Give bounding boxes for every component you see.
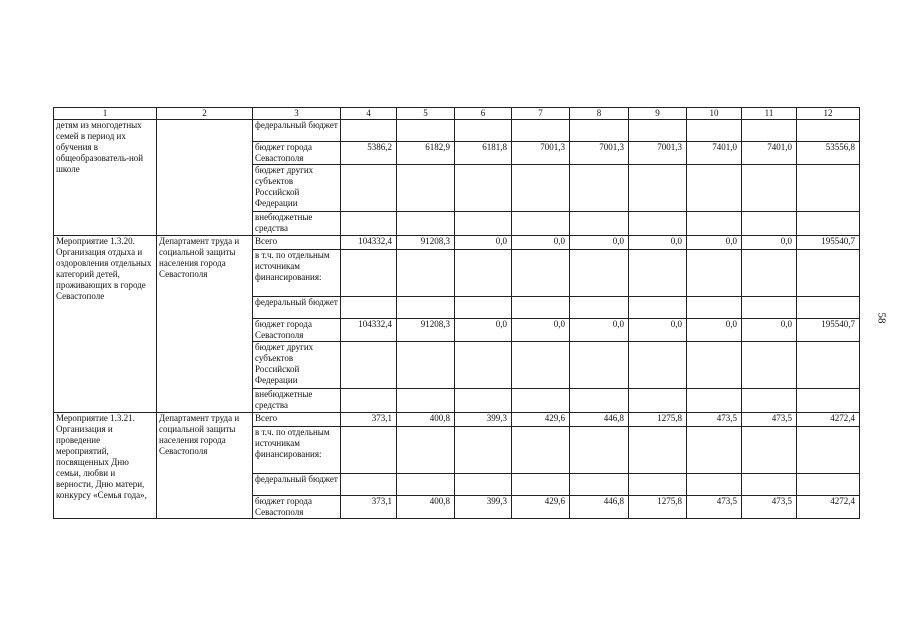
value-cell <box>512 297 570 319</box>
value-cell <box>687 250 742 297</box>
value-cell <box>797 427 860 474</box>
value-cell <box>629 165 687 212</box>
value-cell <box>512 250 570 297</box>
value-cell <box>629 474 687 496</box>
value-cell: 0,0 <box>687 319 742 342</box>
value-cell: 4272,4 <box>797 496 860 519</box>
value-cell <box>397 250 455 297</box>
column-header: 3 <box>253 108 341 120</box>
value-cell: 7001,3 <box>570 142 629 165</box>
value-cell <box>797 250 860 297</box>
column-header: 5 <box>397 108 455 120</box>
value-cell: 53556,8 <box>797 142 860 165</box>
event-name-cell: Мероприятие 1.3.20. Организация отдыха и оздоровления отдельных категорий детей, проживающих в городе Севастополе <box>54 236 157 413</box>
value-cell: 0,0 <box>742 319 797 342</box>
value-cell: 400,8 <box>397 413 455 427</box>
value-cell <box>742 250 797 297</box>
value-cell <box>629 427 687 474</box>
value-cell: 0,0 <box>742 236 797 250</box>
header-row <box>54 108 860 120</box>
value-cell <box>570 120 629 142</box>
value-cell <box>570 474 629 496</box>
value-cell <box>570 427 629 474</box>
value-cell <box>341 427 397 474</box>
value-cell: 446,8 <box>570 413 629 427</box>
value-cell: 0,0 <box>629 236 687 250</box>
value-cell <box>341 212 397 236</box>
value-cell <box>570 250 629 297</box>
funding-source-cell: Всего <box>253 413 341 427</box>
value-cell <box>512 342 570 389</box>
value-cell <box>570 297 629 319</box>
value-cell <box>570 342 629 389</box>
value-cell <box>455 342 512 389</box>
value-cell: 0,0 <box>455 236 512 250</box>
value-cell: 6182,9 <box>397 142 455 165</box>
value-cell: 91208,3 <box>397 236 455 250</box>
value-cell <box>797 389 860 413</box>
column-header: 2 <box>157 108 253 120</box>
value-cell <box>512 212 570 236</box>
value-cell <box>742 389 797 413</box>
executor-cell: Департамент труда и социальной защиты населения города Севастополя <box>157 413 253 519</box>
funding-source-cell: федеральный бюджет <box>253 120 341 142</box>
funding-source-cell: бюджет города Севастополя <box>253 496 341 519</box>
value-cell <box>455 427 512 474</box>
value-cell: 195540,7 <box>797 319 860 342</box>
value-cell: 0,0 <box>455 319 512 342</box>
value-cell <box>397 165 455 212</box>
column-header: 4 <box>341 108 397 120</box>
value-cell <box>687 389 742 413</box>
value-cell: 104332,4 <box>341 236 397 250</box>
value-cell <box>570 165 629 212</box>
value-cell <box>512 120 570 142</box>
funding-source-cell: внебюджетные средства <box>253 212 341 236</box>
value-cell <box>742 342 797 389</box>
value-cell <box>397 474 455 496</box>
value-cell <box>397 120 455 142</box>
value-cell <box>341 389 397 413</box>
value-cell <box>341 297 397 319</box>
value-cell <box>512 474 570 496</box>
column-header: 6 <box>455 108 512 120</box>
value-cell: 104332,4 <box>341 319 397 342</box>
value-cell <box>341 250 397 297</box>
value-cell: 473,5 <box>687 413 742 427</box>
value-cell: 1275,8 <box>629 413 687 427</box>
value-cell: 399,3 <box>455 413 512 427</box>
executor-cell <box>157 120 253 236</box>
funding-source-cell: бюджет других субъектов Российской Федерации <box>253 342 341 389</box>
value-cell <box>742 212 797 236</box>
value-cell <box>742 120 797 142</box>
funding-source-cell: бюджет других субъектов Российской Федерации <box>253 165 341 212</box>
value-cell <box>797 212 860 236</box>
value-cell <box>687 342 742 389</box>
value-cell <box>341 165 397 212</box>
funding-source-cell: бюджет города Севастополя <box>253 142 341 165</box>
funding-source-cell: федеральный бюджет <box>253 474 341 496</box>
value-cell <box>397 427 455 474</box>
column-header: 1 <box>54 108 157 120</box>
value-cell <box>397 342 455 389</box>
value-cell: 1275,8 <box>629 496 687 519</box>
column-header: 11 <box>742 108 797 120</box>
table-row <box>54 236 860 250</box>
value-cell: 373,1 <box>341 496 397 519</box>
value-cell: 4272,4 <box>797 413 860 427</box>
value-cell <box>512 389 570 413</box>
value-cell: 7001,3 <box>512 142 570 165</box>
value-cell <box>629 297 687 319</box>
value-cell: 399,3 <box>455 496 512 519</box>
value-cell: 91208,3 <box>397 319 455 342</box>
value-cell <box>397 297 455 319</box>
value-cell <box>797 297 860 319</box>
funding-source-cell: внебюджетные средства <box>253 389 341 413</box>
table-row <box>54 120 860 142</box>
value-cell: 195540,7 <box>797 236 860 250</box>
page-number: 58 <box>875 312 888 324</box>
value-cell: 400,8 <box>397 496 455 519</box>
funding-source-cell: бюджет города Севастополя <box>253 319 341 342</box>
value-cell <box>797 120 860 142</box>
value-cell <box>629 212 687 236</box>
value-cell <box>455 389 512 413</box>
value-cell: 373,1 <box>341 413 397 427</box>
column-header: 7 <box>512 108 570 120</box>
event-name-cell: Мероприятие 1.3.21. Организация и проведение мероприятий, посвященных Дню семьи, любви и верности, Дню матери, конкурсу «Семья года», <box>54 413 157 519</box>
value-cell: 0,0 <box>512 319 570 342</box>
value-cell <box>797 342 860 389</box>
budget-table <box>53 107 860 519</box>
value-cell <box>455 297 512 319</box>
value-cell <box>341 120 397 142</box>
value-cell: 7001,3 <box>629 142 687 165</box>
value-cell <box>629 342 687 389</box>
value-cell: 0,0 <box>687 236 742 250</box>
value-cell <box>742 165 797 212</box>
funding-source-cell: в т.ч. по отдельным источникам финансирования: <box>253 427 341 474</box>
value-cell <box>570 212 629 236</box>
value-cell <box>742 427 797 474</box>
value-cell <box>742 297 797 319</box>
value-cell <box>455 474 512 496</box>
value-cell: 0,0 <box>512 236 570 250</box>
value-cell <box>629 120 687 142</box>
executor-cell: Департамент труда и социальной защиты населения города Севастополя <box>157 236 253 413</box>
value-cell: 473,5 <box>687 496 742 519</box>
value-cell: 429,6 <box>512 413 570 427</box>
table-row <box>54 413 860 427</box>
event-name-cell: детям из многодетных семей в период их обучения в общеобразователь-ной школе <box>54 120 157 236</box>
column-header: 9 <box>629 108 687 120</box>
value-cell: 5386,2 <box>341 142 397 165</box>
column-header: 8 <box>570 108 629 120</box>
value-cell <box>570 389 629 413</box>
value-cell <box>629 250 687 297</box>
value-cell: 0,0 <box>570 236 629 250</box>
value-cell: 446,8 <box>570 496 629 519</box>
value-cell: 429,6 <box>512 496 570 519</box>
value-cell <box>687 297 742 319</box>
value-cell <box>629 389 687 413</box>
value-cell <box>687 165 742 212</box>
value-cell <box>397 389 455 413</box>
value-cell <box>455 250 512 297</box>
value-cell <box>687 474 742 496</box>
value-cell: 473,5 <box>742 496 797 519</box>
column-header: 12 <box>797 108 860 120</box>
value-cell: 7401,0 <box>687 142 742 165</box>
funding-source-cell: федеральный бюджет <box>253 297 341 319</box>
value-cell <box>797 165 860 212</box>
value-cell: 0,0 <box>629 319 687 342</box>
value-cell <box>455 165 512 212</box>
value-cell <box>687 427 742 474</box>
value-cell: 6181,8 <box>455 142 512 165</box>
column-header: 10 <box>687 108 742 120</box>
value-cell <box>397 212 455 236</box>
value-cell <box>797 474 860 496</box>
value-cell <box>512 165 570 212</box>
value-cell <box>455 212 512 236</box>
value-cell <box>512 427 570 474</box>
value-cell <box>687 120 742 142</box>
value-cell: 7401,0 <box>742 142 797 165</box>
value-cell <box>687 212 742 236</box>
funding-source-cell: в т.ч. по отдельным источникам финансирования: <box>253 250 341 297</box>
value-cell: 0,0 <box>570 319 629 342</box>
value-cell <box>341 474 397 496</box>
value-cell <box>742 474 797 496</box>
value-cell: 473,5 <box>742 413 797 427</box>
value-cell <box>341 342 397 389</box>
value-cell <box>455 120 512 142</box>
funding-source-cell: Всего <box>253 236 341 250</box>
